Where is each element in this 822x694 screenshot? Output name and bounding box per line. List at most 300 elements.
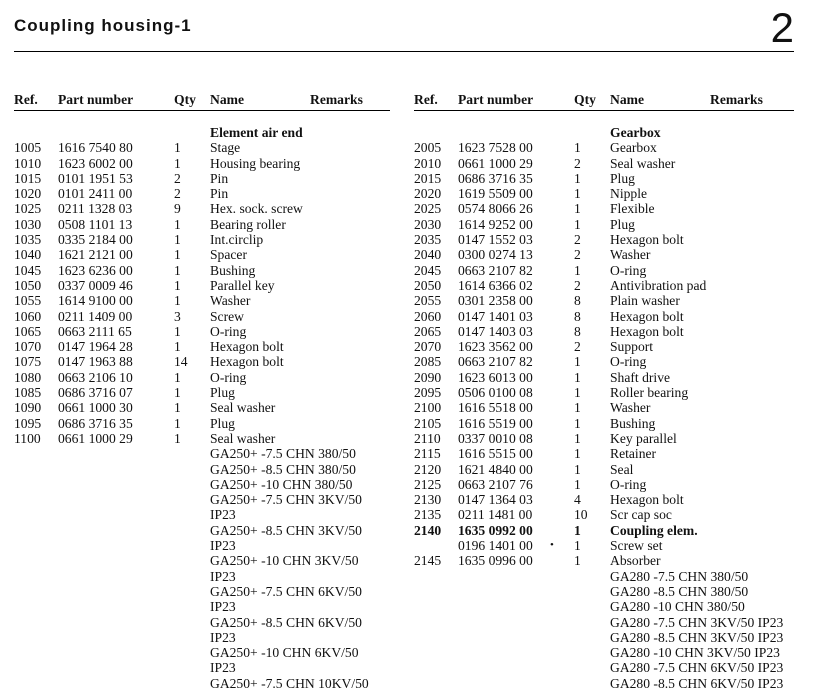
name-cell: Washer bbox=[610, 247, 651, 263]
part-number-cell: 0686 3716 35 bbox=[458, 170, 533, 186]
table-row bbox=[414, 324, 794, 339]
qty-cell: 2 bbox=[574, 247, 581, 263]
table-row bbox=[14, 507, 390, 522]
table-row bbox=[14, 523, 390, 538]
table-row bbox=[414, 385, 794, 400]
table-row bbox=[414, 354, 794, 369]
ref-cell: 1060 bbox=[14, 308, 42, 324]
ref-cell: 2010 bbox=[414, 155, 442, 171]
name-cell: Stage bbox=[210, 140, 241, 156]
header-qty: Qty bbox=[174, 92, 196, 107]
qty-cell: 1 bbox=[574, 476, 581, 492]
ref-cell: 2020 bbox=[414, 186, 442, 202]
part-number-cell: 1614 9100 00 bbox=[58, 293, 133, 309]
name-cell: Key parallel bbox=[610, 430, 677, 446]
bullet-mark: • bbox=[550, 539, 554, 552]
name-cell: Screw set bbox=[610, 538, 663, 554]
qty-cell: 1 bbox=[174, 430, 181, 446]
header-name: Name bbox=[610, 92, 644, 107]
qty-cell: 1 bbox=[574, 553, 581, 569]
right-column-header bbox=[414, 92, 794, 108]
part-number-cell: 0301 2358 00 bbox=[458, 293, 533, 309]
name-cell: Shaft drive bbox=[610, 369, 671, 385]
part-number-cell: 0663 2107 76 bbox=[458, 476, 533, 492]
ref-cell: 2005 bbox=[414, 140, 442, 156]
part-number-cell: 0337 0010 08 bbox=[458, 430, 533, 446]
table-row bbox=[14, 278, 390, 293]
name-cell: GA250+ -7.5 CHN 6KV/50 bbox=[210, 583, 362, 599]
name-cell: IP23 bbox=[210, 599, 236, 615]
table-row bbox=[14, 354, 390, 369]
part-number-cell: 0663 2106 10 bbox=[58, 369, 133, 385]
name-cell: Plug bbox=[210, 415, 235, 431]
qty-cell: 1 bbox=[574, 170, 581, 186]
part-number-cell: 1623 3562 00 bbox=[458, 339, 533, 355]
name-cell: Pin bbox=[210, 170, 229, 186]
name-cell: Antivibration pad bbox=[610, 277, 707, 293]
qty-cell: 1 bbox=[574, 201, 581, 217]
table-row bbox=[414, 416, 794, 431]
ref-cell: 2025 bbox=[414, 201, 442, 217]
name-cell: Bushing bbox=[210, 262, 256, 278]
name-cell: GA250+ -7.5 CHN 10KV/50 bbox=[210, 675, 369, 691]
qty-cell: 1 bbox=[574, 400, 581, 416]
title-rule bbox=[14, 51, 794, 52]
part-number-cell: 1623 6002 00 bbox=[58, 155, 133, 171]
name-cell: Flexible bbox=[610, 201, 655, 217]
qty-cell: 9 bbox=[174, 201, 181, 217]
name-cell: Washer bbox=[210, 293, 251, 309]
part-number-cell: 1621 2121 00 bbox=[58, 247, 133, 263]
table-row bbox=[14, 186, 390, 201]
table-row bbox=[414, 217, 794, 232]
left-parts-list bbox=[14, 125, 390, 691]
qty-cell: 1 bbox=[574, 461, 581, 477]
part-number-cell: 1623 6236 00 bbox=[58, 262, 133, 278]
qty-cell: 1 bbox=[574, 216, 581, 232]
ref-cell: 2125 bbox=[414, 476, 442, 492]
name-cell: Retainer bbox=[610, 446, 657, 462]
left-parts-column bbox=[14, 92, 390, 691]
name-cell: GA280 -10 CHN 380/50 bbox=[610, 599, 745, 615]
right-parts-list bbox=[414, 125, 794, 691]
table-row bbox=[414, 523, 794, 538]
page-title: Coupling housing-1 bbox=[14, 16, 192, 35]
part-number-cell: 0101 2411 00 bbox=[58, 186, 133, 202]
table-row bbox=[14, 247, 390, 262]
qty-cell: 2 bbox=[574, 155, 581, 171]
table-row bbox=[414, 263, 794, 278]
table-row bbox=[414, 140, 794, 155]
name-cell: Plug bbox=[610, 170, 635, 186]
header-remarks: Remarks bbox=[710, 92, 763, 107]
name-cell: Support bbox=[610, 339, 654, 355]
part-number-cell: 1623 6013 00 bbox=[458, 369, 533, 385]
table-row bbox=[14, 462, 390, 477]
part-number-cell: 0686 3716 35 bbox=[58, 415, 133, 431]
qty-cell: 1 bbox=[574, 186, 581, 202]
part-number-cell: 1623 7528 00 bbox=[458, 140, 533, 156]
table-row bbox=[414, 171, 794, 186]
name-cell: Seal washer bbox=[210, 400, 276, 416]
ref-cell: 2130 bbox=[414, 492, 442, 508]
name-cell: GA250+ -7.5 CHN 3KV/50 bbox=[210, 492, 362, 508]
name-cell: Spacer bbox=[210, 247, 247, 263]
ref-cell: 2115 bbox=[414, 446, 441, 462]
name-cell: Int.circlip bbox=[210, 232, 264, 248]
name-cell: Scr cap soc bbox=[610, 507, 672, 523]
table-row bbox=[14, 584, 390, 599]
name-cell: GA250+ -8.5 CHN 380/50 bbox=[210, 461, 356, 477]
part-number-cell: 0147 1403 03 bbox=[458, 323, 533, 339]
name-cell: Hexagon bolt bbox=[610, 232, 684, 248]
name-cell: Bushing bbox=[610, 415, 656, 431]
qty-cell: 2 bbox=[574, 339, 581, 355]
table-row bbox=[14, 201, 390, 216]
table-row bbox=[414, 339, 794, 354]
part-number-cell: 0147 1963 88 bbox=[58, 354, 133, 370]
table-row bbox=[14, 400, 390, 415]
qty-cell: 1 bbox=[174, 369, 181, 385]
name-cell: O-ring bbox=[210, 323, 247, 339]
name-cell: GA280 -8.5 CHN 6KV/50 IP23 bbox=[610, 675, 784, 691]
table-row bbox=[14, 309, 390, 324]
header-ref: Ref. bbox=[414, 92, 438, 107]
table-row bbox=[14, 156, 390, 171]
qty-cell: 2 bbox=[574, 232, 581, 248]
table-row bbox=[414, 370, 794, 385]
qty-cell: 1 bbox=[574, 430, 581, 446]
ref-cell: 1075 bbox=[14, 354, 42, 370]
name-cell: Screw bbox=[210, 308, 244, 324]
name-cell: GA250+ -8.5 CHN 6KV/50 bbox=[210, 614, 362, 630]
table-row bbox=[14, 615, 390, 630]
table-row bbox=[14, 660, 390, 675]
table-row bbox=[414, 446, 794, 461]
name-cell: GA280 -8.5 CHN 3KV/50 IP23 bbox=[610, 629, 784, 645]
qty-cell: 10 bbox=[574, 507, 588, 523]
name-cell: GA250+ -7.5 CHN 380/50 bbox=[210, 446, 356, 462]
ref-cell: 2095 bbox=[414, 385, 442, 401]
table-row bbox=[14, 477, 390, 492]
part-number-cell: 0506 0100 08 bbox=[458, 385, 533, 401]
table-row bbox=[14, 370, 390, 385]
part-number-cell: 0147 1552 03 bbox=[458, 232, 533, 248]
qty-cell: 8 bbox=[574, 293, 581, 309]
qty-cell: 1 bbox=[574, 369, 581, 385]
table-row bbox=[14, 385, 390, 400]
part-number-cell: 1616 5518 00 bbox=[458, 400, 533, 416]
name-cell: Element air end bbox=[210, 125, 303, 140]
ref-cell: 1005 bbox=[14, 140, 42, 156]
part-number-cell: 0147 1401 03 bbox=[458, 308, 533, 324]
ref-cell: 1085 bbox=[14, 385, 42, 401]
table-row bbox=[414, 400, 794, 415]
table-row bbox=[414, 599, 794, 614]
qty-cell: 4 bbox=[574, 492, 581, 508]
table-row bbox=[414, 553, 794, 568]
name-cell: Nipple bbox=[610, 186, 647, 202]
table-row bbox=[14, 492, 390, 507]
ref-cell: 2015 bbox=[414, 170, 442, 186]
qty-cell: 1 bbox=[574, 385, 581, 401]
part-number-cell: 0663 2111 65 bbox=[58, 323, 132, 339]
part-number-cell: 0337 0009 46 bbox=[58, 277, 133, 293]
ref-cell: 1080 bbox=[14, 369, 42, 385]
name-cell: IP23 bbox=[210, 568, 236, 584]
name-cell: Absorber bbox=[610, 553, 661, 569]
ref-cell: 1070 bbox=[14, 339, 42, 355]
table-row bbox=[414, 630, 794, 645]
ref-cell: 1025 bbox=[14, 201, 42, 217]
qty-cell: 2 bbox=[174, 170, 181, 186]
table-row bbox=[414, 569, 794, 584]
header-qty: Qty bbox=[574, 92, 596, 107]
ref-cell: 1045 bbox=[14, 262, 42, 278]
ref-cell: 2145 bbox=[414, 553, 442, 569]
table-row bbox=[414, 232, 794, 247]
table-row bbox=[414, 125, 794, 140]
name-cell: GA280 -7.5 CHN 3KV/50 IP23 bbox=[610, 614, 784, 630]
ref-cell: 1030 bbox=[14, 216, 42, 232]
table-row bbox=[14, 324, 390, 339]
ref-cell: 2120 bbox=[414, 461, 442, 477]
qty-cell: 3 bbox=[174, 308, 181, 324]
ref-cell: 1095 bbox=[14, 415, 42, 431]
qty-cell: 1 bbox=[174, 216, 181, 232]
name-cell: GA280 -8.5 CHN 380/50 bbox=[610, 583, 749, 599]
name-cell: Seal washer bbox=[210, 430, 276, 446]
part-number-cell: 1616 7540 80 bbox=[58, 140, 133, 156]
ref-cell: 2065 bbox=[414, 323, 442, 339]
ref-cell: 2105 bbox=[414, 415, 442, 431]
table-row bbox=[14, 630, 390, 645]
table-row bbox=[414, 186, 794, 201]
name-cell: Plug bbox=[610, 216, 635, 232]
qty-cell: 1 bbox=[174, 277, 181, 293]
name-cell: Pin bbox=[210, 186, 229, 202]
part-number-cell: 0661 1000 30 bbox=[58, 400, 133, 416]
table-row bbox=[414, 462, 794, 477]
table-row bbox=[414, 645, 794, 660]
table-row bbox=[414, 492, 794, 507]
name-cell: Seal bbox=[610, 461, 634, 477]
name-cell: Gearbox bbox=[610, 125, 661, 140]
table-row bbox=[414, 247, 794, 262]
part-number-cell: 0663 2107 82 bbox=[458, 262, 533, 278]
name-cell: O-ring bbox=[610, 262, 647, 278]
name-cell: O-ring bbox=[610, 354, 647, 370]
ref-cell: 2085 bbox=[414, 354, 442, 370]
table-row bbox=[14, 446, 390, 461]
table-row bbox=[14, 416, 390, 431]
name-cell: IP23 bbox=[210, 538, 236, 554]
table-row bbox=[14, 645, 390, 660]
table-row bbox=[14, 569, 390, 584]
ref-cell: 2055 bbox=[414, 293, 442, 309]
header-remarks: Remarks bbox=[310, 92, 363, 107]
part-number-cell: 1616 5519 00 bbox=[458, 415, 533, 431]
name-cell: Plain washer bbox=[610, 293, 680, 309]
qty-cell: 2 bbox=[574, 277, 581, 293]
part-number-cell: 1635 0996 00 bbox=[458, 553, 533, 569]
table-row bbox=[414, 676, 794, 691]
name-cell: Hexagon bolt bbox=[610, 323, 684, 339]
ref-cell: 1010 bbox=[14, 155, 42, 171]
name-cell: Plug bbox=[210, 385, 235, 401]
name-cell: O-ring bbox=[210, 369, 247, 385]
table-row bbox=[414, 201, 794, 216]
name-cell: Hexagon bolt bbox=[210, 339, 284, 355]
ref-cell: 2035 bbox=[414, 232, 442, 248]
part-number-cell: 0661 1000 29 bbox=[458, 155, 533, 171]
table-row bbox=[414, 278, 794, 293]
header-name: Name bbox=[210, 92, 244, 107]
name-cell: Parallel key bbox=[210, 277, 275, 293]
part-number-cell: 0686 3716 07 bbox=[58, 385, 133, 401]
qty-cell: 1 bbox=[574, 354, 581, 370]
left-column-header bbox=[14, 92, 390, 108]
table-row bbox=[14, 293, 390, 308]
name-cell: GA250+ -10 CHN 3KV/50 bbox=[210, 553, 359, 569]
name-cell: Hex. sock. screw bbox=[210, 201, 303, 217]
name-cell: GA250+ -10 CHN 380/50 bbox=[210, 476, 353, 492]
part-number-cell: 0147 1364 03 bbox=[458, 492, 533, 508]
name-cell: Seal washer bbox=[610, 155, 676, 171]
table-row bbox=[414, 477, 794, 492]
name-cell: Hexagon bolt bbox=[610, 308, 684, 324]
qty-cell: 1 bbox=[574, 415, 581, 431]
table-row bbox=[414, 584, 794, 599]
ref-cell: 1035 bbox=[14, 232, 42, 248]
table-row bbox=[14, 538, 390, 553]
ref-cell: 2060 bbox=[414, 308, 442, 324]
name-cell: Housing bearing bbox=[210, 155, 301, 171]
qty-cell: 1 bbox=[174, 293, 181, 309]
qty-cell: 1 bbox=[174, 262, 181, 278]
part-number-cell: 1621 4840 00 bbox=[458, 461, 533, 477]
ref-cell: 2030 bbox=[414, 216, 442, 232]
name-cell: GA250+ -8.5 CHN 3KV/50 bbox=[210, 522, 362, 538]
header-part-number: Part number bbox=[58, 92, 134, 107]
qty-cell: 1 bbox=[174, 415, 181, 431]
ref-cell: 2100 bbox=[414, 400, 442, 416]
part-number-cell: 1614 9252 00 bbox=[458, 216, 533, 232]
table-row bbox=[414, 507, 794, 522]
header-ref: Ref. bbox=[14, 92, 38, 107]
table-row bbox=[414, 156, 794, 171]
qty-cell: 1 bbox=[574, 140, 581, 156]
ref-cell: 1050 bbox=[14, 277, 42, 293]
ref-cell: 1040 bbox=[14, 247, 42, 263]
header-rule bbox=[414, 110, 794, 111]
qty-cell: 1 bbox=[174, 155, 181, 171]
ref-cell: 1100 bbox=[14, 430, 41, 446]
ref-cell: 2110 bbox=[414, 430, 441, 446]
part-number-cell: 1619 5509 00 bbox=[458, 186, 533, 202]
table-row bbox=[414, 309, 794, 324]
ref-cell: 1015 bbox=[14, 170, 42, 186]
ref-cell: 2135 bbox=[414, 507, 442, 523]
part-number-cell: 0211 1328 03 bbox=[58, 201, 133, 217]
table-row bbox=[414, 615, 794, 630]
name-cell: Gearbox bbox=[610, 140, 657, 156]
name-cell: GA280 -7.5 CHN 380/50 bbox=[610, 568, 749, 584]
ref-cell: 2045 bbox=[414, 262, 442, 278]
part-number-cell: 0335 2184 00 bbox=[58, 232, 133, 248]
name-cell: GA250+ -10 CHN 6KV/50 bbox=[210, 645, 359, 661]
qty-cell: 1 bbox=[574, 522, 581, 538]
table-row bbox=[414, 538, 794, 553]
right-parts-column bbox=[414, 92, 794, 691]
name-cell: Hexagon bolt bbox=[610, 492, 684, 508]
header-rule bbox=[14, 110, 390, 111]
part-number-cell: 0196 1401 00 bbox=[458, 538, 533, 554]
part-number-cell: 0101 1951 53 bbox=[58, 170, 133, 186]
qty-cell: 1 bbox=[174, 140, 181, 156]
part-number-cell: 0508 1101 13 bbox=[58, 216, 133, 232]
ref-cell: 1090 bbox=[14, 400, 42, 416]
name-cell: IP23 bbox=[210, 629, 236, 645]
ref-cell: 1020 bbox=[14, 186, 42, 202]
name-cell: Washer bbox=[610, 400, 651, 416]
qty-cell: 14 bbox=[174, 354, 188, 370]
part-number-cell: 0300 0274 13 bbox=[458, 247, 533, 263]
qty-cell: 1 bbox=[174, 339, 181, 355]
name-cell: Coupling elem. bbox=[610, 522, 698, 538]
table-row bbox=[14, 140, 390, 155]
table-row bbox=[14, 263, 390, 278]
part-number-cell: 0663 2107 82 bbox=[458, 354, 533, 370]
name-cell: Roller bearing bbox=[610, 385, 689, 401]
qty-cell: 1 bbox=[174, 247, 181, 263]
qty-cell: 1 bbox=[574, 538, 581, 554]
ref-cell: 2090 bbox=[414, 369, 442, 385]
part-number-cell: 0661 1000 29 bbox=[58, 430, 133, 446]
table-row bbox=[414, 431, 794, 446]
table-row bbox=[414, 293, 794, 308]
ref-cell: 2050 bbox=[414, 277, 442, 293]
qty-cell: 1 bbox=[174, 385, 181, 401]
ref-cell: 1065 bbox=[14, 323, 42, 339]
part-number-cell: 0211 1409 00 bbox=[58, 308, 133, 324]
table-row bbox=[14, 431, 390, 446]
table-row bbox=[14, 599, 390, 614]
table-row bbox=[14, 553, 390, 568]
part-number-cell: 1614 6366 02 bbox=[458, 277, 533, 293]
name-cell: IP23 bbox=[210, 507, 236, 523]
qty-cell: 1 bbox=[174, 323, 181, 339]
ref-cell: 2070 bbox=[414, 339, 442, 355]
table-row bbox=[414, 660, 794, 675]
part-number-cell: 1635 0992 00 bbox=[458, 522, 533, 538]
table-row bbox=[14, 217, 390, 232]
part-number-cell: 1616 5515 00 bbox=[458, 446, 533, 462]
ref-cell: 2140 bbox=[414, 522, 442, 538]
part-number-cell: 0574 8066 26 bbox=[458, 201, 533, 217]
table-row bbox=[14, 676, 390, 691]
ref-cell: 2040 bbox=[414, 247, 442, 263]
table-row bbox=[14, 339, 390, 354]
name-cell: Hexagon bolt bbox=[210, 354, 284, 370]
qty-cell: 1 bbox=[174, 400, 181, 416]
table-row bbox=[14, 232, 390, 247]
qty-cell: 1 bbox=[174, 232, 181, 248]
qty-cell: 8 bbox=[574, 308, 581, 324]
name-cell: GA280 -10 CHN 3KV/50 IP23 bbox=[610, 645, 780, 661]
table-row bbox=[14, 171, 390, 186]
part-number-cell: 0147 1964 28 bbox=[58, 339, 133, 355]
